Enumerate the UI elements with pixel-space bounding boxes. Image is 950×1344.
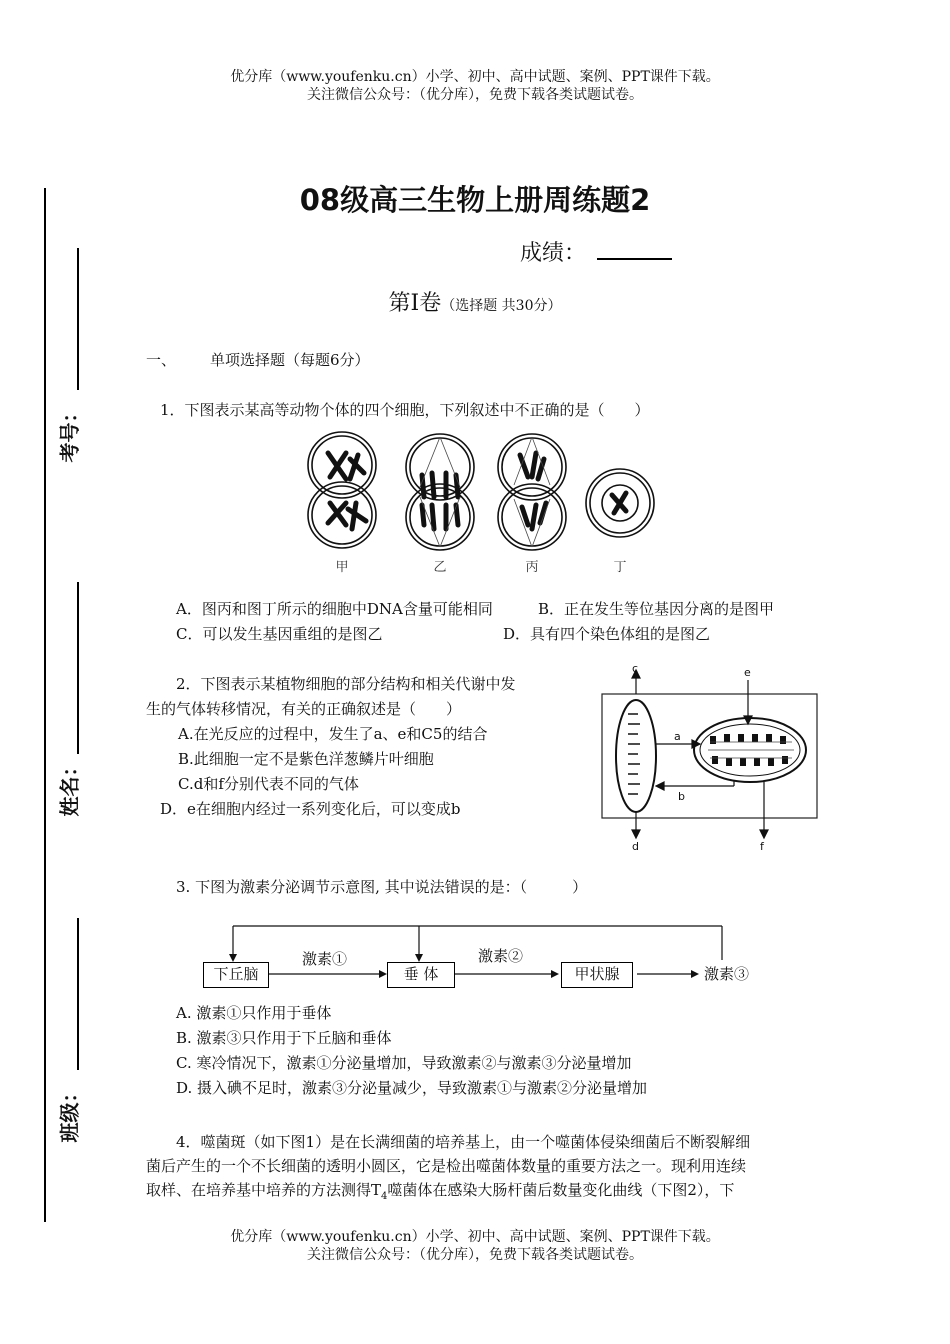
q4-line-3: 取样、在培养基中培养的方法测得$T_4$噬菌体在感染大肠杆菌后数量变化曲线（下图2），下 <box>146 1181 735 1202</box>
name-blank <box>77 582 79 754</box>
q1-stem: 1．下图表示某高等动物个体的四个细胞，下列叙述中不正确的是（ ） <box>160 401 650 419</box>
q3-stem: 3. 下图为激素分泌调节示意图, 其中说法错误的是：（ ） <box>176 878 588 896</box>
class-blank <box>77 918 79 1070</box>
label-f: f <box>760 840 764 853</box>
exam-no-blank <box>77 248 79 390</box>
hormone-1-label: 激素① <box>302 950 348 968</box>
q4-line-2: 菌后产生的一个不长细菌的透明小圆区，它是检出噬菌体数量的重要方法之一。现利用连续 <box>146 1157 747 1175</box>
label-d: d <box>632 840 639 853</box>
q2-organelle-figure <box>598 664 823 854</box>
q1-option-a: A．图丙和图丁所示的细胞中DNA含量可能相同 <box>176 600 493 618</box>
name-label: 姓名： <box>57 756 82 817</box>
binding-line <box>44 188 46 1222</box>
cell-label-jia: 甲 <box>335 560 349 575</box>
volume-heading: 第Ⅰ卷（选择题 共30分） <box>388 291 562 316</box>
label-c: c <box>632 664 639 675</box>
cell-label-bing: 丙 <box>525 560 539 575</box>
q1-option-c: C．可以发生基因重组的是图乙 <box>176 625 383 643</box>
score-blank <box>597 258 672 260</box>
q3-option-b: B. 激素③只作用于下丘脑和垂体 <box>176 1029 392 1047</box>
score-label: 成绩： <box>520 241 587 266</box>
exam-no-label: 考号： <box>57 402 82 463</box>
header-line-2: 关注微信公众号：（优分库），免费下载各类试题试卷。 <box>307 87 643 103</box>
hormone-2-label: 激素② <box>478 947 524 965</box>
q1-option-b: B．正在发生等位基因分离的是图甲 <box>538 600 775 618</box>
section-number: 一、 <box>146 351 177 369</box>
q4-line-1: 4．噬菌斑（如下图1）是在长满细菌的培养基上，由一个噬菌体侵染细菌后不断裂解细 <box>176 1133 751 1151</box>
q2-stem-line-2: 生的气体转移情况，有关的正确叙述是（ ） <box>146 700 462 718</box>
q2-option-a: A.在光反应的过程中，发生了a、e和C5的结合 <box>178 725 488 743</box>
q3-option-c: C. 寒冷情况下，激素①分泌量增加，导致激素②与激素③分泌量增加 <box>176 1054 632 1072</box>
header-line-1: 优分库（www.youfenku.cn）小学、初中、高中试题、案例、PPT课件下载。 <box>230 69 720 85</box>
hormone-3-label: 激素③ <box>704 965 750 983</box>
q3-option-a: A. 激素①只作用于垂体 <box>176 1004 332 1022</box>
box-hypothalamus: 下丘脑 <box>203 962 269 988</box>
label-b: b <box>678 790 685 803</box>
label-e: e <box>744 666 751 679</box>
q2-option-c: C.d和f分别代表不同的气体 <box>178 775 359 793</box>
q2-option-d: D．e在细胞内经过一系列变化后，可以变成b <box>160 800 461 818</box>
class-label: 班级： <box>57 1082 82 1143</box>
cell-label-ding: 丁 <box>613 560 627 575</box>
page-title: 08级高三生物上册周练题2 <box>299 183 651 217</box>
label-a: a <box>674 730 681 743</box>
q1-cell-figure <box>300 425 670 580</box>
section-title: 单项选择题（每题6分） <box>210 351 370 369</box>
box-thyroid: 甲状腺 <box>561 962 633 988</box>
q3-option-d: D. 摄入碘不足时，激素③分泌量减少，导致激素①与激素②分泌量增加 <box>176 1079 648 1097</box>
q2-stem-line-1: 2．下图表示某植物细胞的部分结构和相关代谢中发 <box>176 675 516 693</box>
footer-line-2: 关注微信公众号：（优分库），免费下载各类试题试卷。 <box>307 1247 643 1263</box>
q2-option-b: B.此细胞一定不是紫色洋葱鳞片叶细胞 <box>178 750 434 768</box>
footer-line-1: 优分库（www.youfenku.cn）小学、初中、高中试题、案例、PPT课件下载。 <box>230 1229 720 1245</box>
cell-label-yi: 乙 <box>433 560 447 575</box>
box-pituitary: 垂 体 <box>387 962 455 988</box>
q1-option-d: D．具有四个染色体组的是图乙 <box>503 625 711 643</box>
